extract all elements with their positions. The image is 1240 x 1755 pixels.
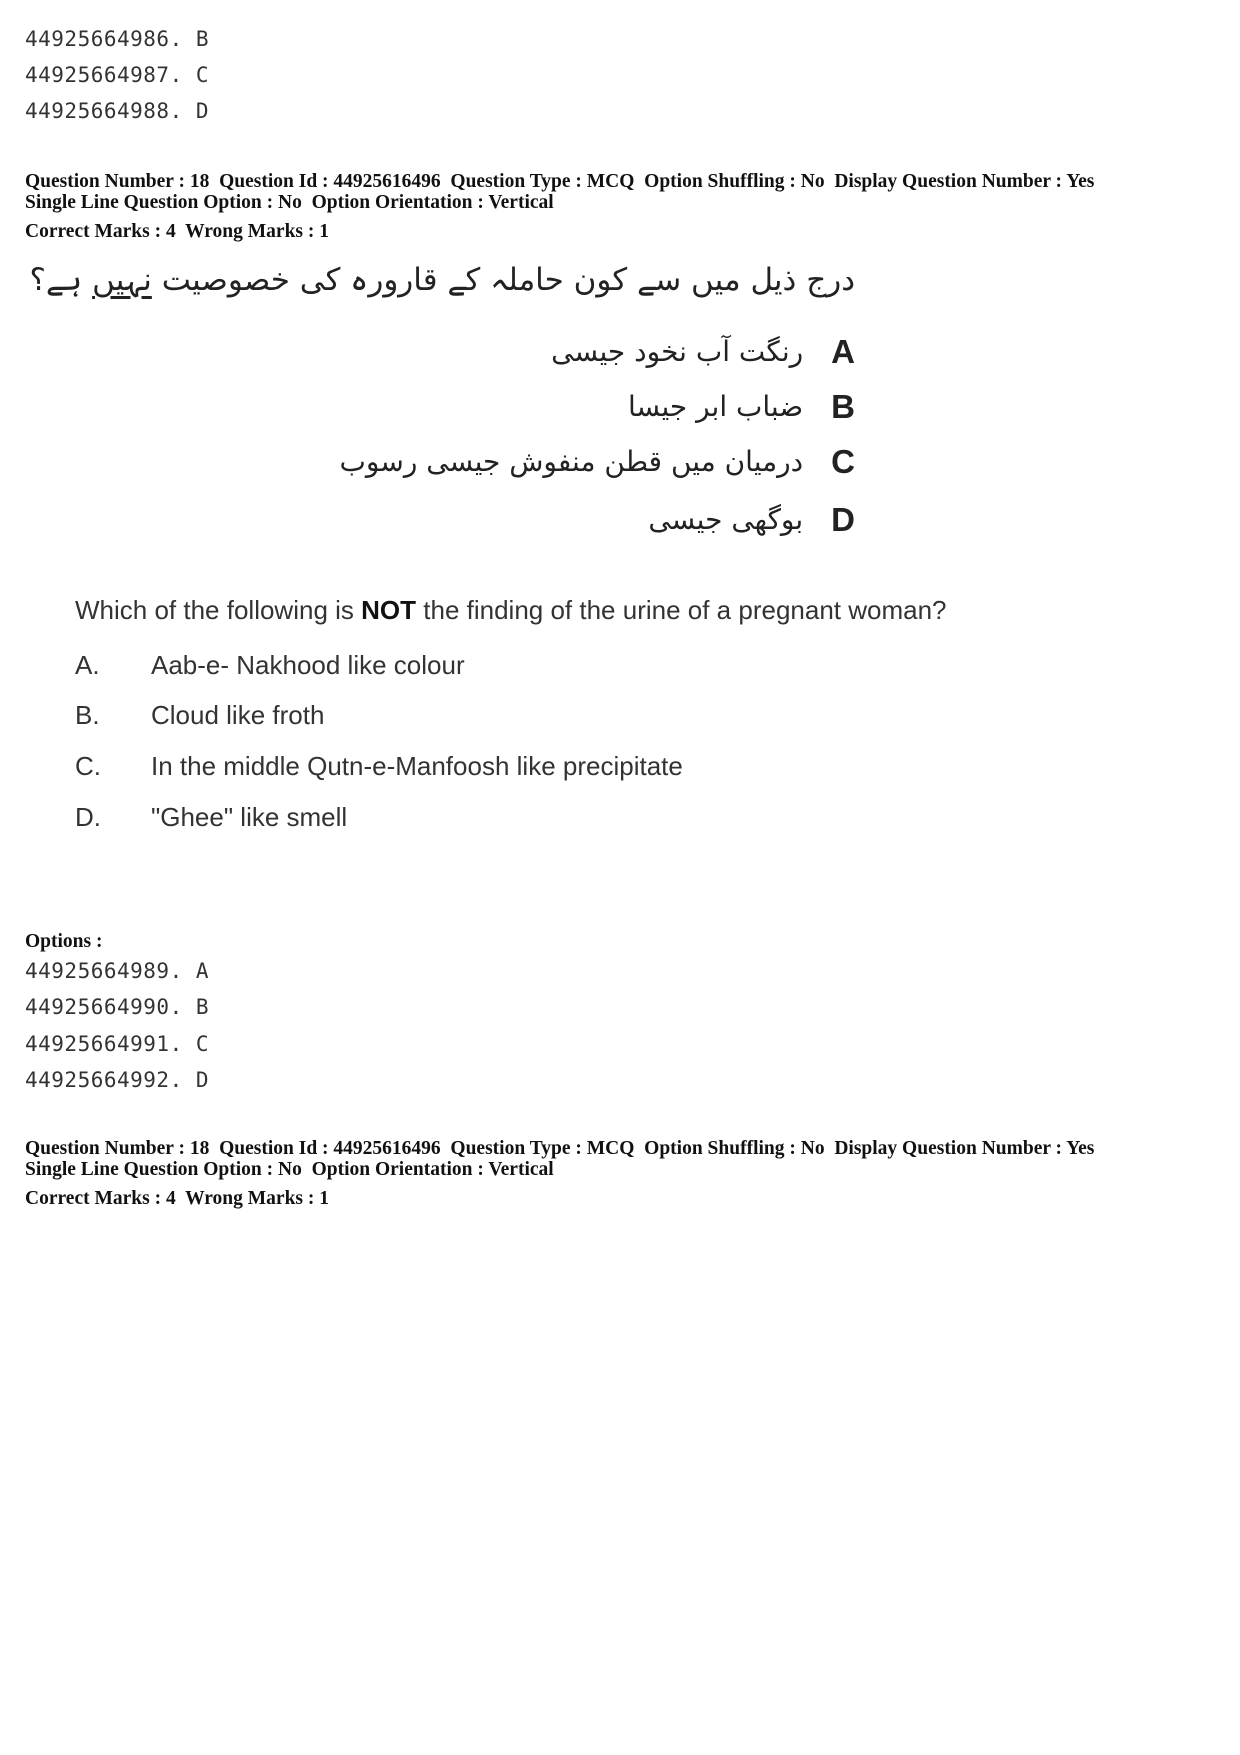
option-text: رنگت آب نخود جیسی <box>551 335 804 368</box>
urdu-option-c <box>340 437 855 487</box>
question-image <box>29 255 1010 855</box>
option-letter: C. <box>75 751 101 781</box>
option-line: 44925664990. B <box>25 995 210 1019</box>
question-meta-line: Single Line Question Option : No Option Orientation : Vertical <box>25 1159 554 1180</box>
option-line: 44925664989. A <box>25 959 210 983</box>
question-meta-line: Question Number : 18 Question Id : 44925616496 Question Type : MCQ Option Shuffling : No Display Question Number : Yes <box>25 171 1095 192</box>
option-line: 44925664992. D <box>25 1068 210 1092</box>
marks-line: Correct Marks : 4 Wrong Marks : 1 <box>25 1188 330 1209</box>
option-text: "Ghee" like smell <box>151 802 348 832</box>
english-question-emphasis: NOT <box>361 595 417 625</box>
english-option-b <box>75 695 324 735</box>
urdu-option-b <box>628 382 855 432</box>
option-letter: D. <box>75 802 101 832</box>
urdu-option-d <box>648 495 855 545</box>
marks-line: Correct Marks : 4 Wrong Marks : 1 <box>25 221 330 242</box>
question-meta-line: Question Number : 18 Question Id : 44925616496 Question Type : MCQ Option Shuffling : No Display Question Number : Yes <box>25 1138 1095 1159</box>
option-line: 44925664988. D <box>25 99 210 123</box>
option-text: درمیان میں قطن منفوش جیسی رسوب <box>339 445 804 478</box>
question-meta-line: Single Line Question Option : No Option Orientation : Vertical <box>25 192 554 213</box>
option-letter: A. <box>75 650 100 680</box>
option-letter: B <box>831 388 855 425</box>
option-text: Cloud like froth <box>151 700 325 730</box>
option-line: 44925664986. B <box>25 27 210 51</box>
option-letter: D <box>831 501 855 538</box>
urdu-option-a <box>551 327 855 377</box>
english-option-c <box>75 746 683 786</box>
option-text: ضباب ابر جیسا <box>627 390 804 423</box>
english-option-a <box>75 645 465 685</box>
english-option-d <box>75 797 347 837</box>
option-text: Aab-e- Nakhood like colour <box>151 650 465 680</box>
english-question: Which of the following is NOT the finding of the urine of a pregnant woman? <box>75 595 947 625</box>
options-label: Options : <box>25 931 103 952</box>
option-line: 44925664987. C <box>25 63 210 87</box>
option-letter: C <box>831 443 855 480</box>
option-letter: B. <box>75 700 100 730</box>
option-letter: A <box>831 333 855 370</box>
option-text: بوگھی جیسی <box>648 503 804 536</box>
option-line: 44925664991. C <box>25 1032 210 1056</box>
urdu-question: درج ذیل میں سے کون حاملہ کے قارورہ کی خصوصیت نہیں ہے؟ <box>29 262 855 298</box>
option-text: In the middle Qutn-e-Manfoosh like precipitate <box>151 751 683 781</box>
urdu-question-emphasis: نہیں <box>92 262 152 298</box>
